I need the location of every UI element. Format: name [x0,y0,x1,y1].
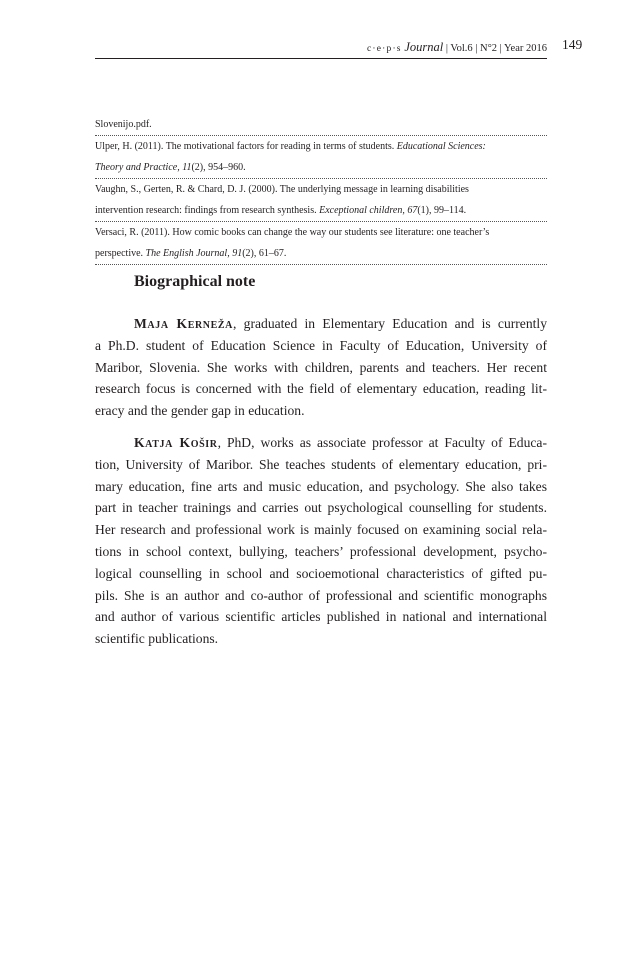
reference-line [95,226,547,243]
bio-paragraph-kosir [95,432,547,650]
reference-line [95,140,547,157]
reference-italic-text: Theory and Practice, 11 [95,162,192,173]
paragraph-line: tions in school context, bullying, teachers’ professional development, psycho- [95,543,547,559]
reference-text: Slovenijo.pdf. [95,119,152,130]
running-header [95,38,547,59]
author-name: Maja Kerneža [134,316,233,331]
paragraph-line: tion, University of Maribor. She teaches students of elementary education, pri- [95,456,547,472]
reference-text: Versaci, R. (2011). How comic books can change the way our students see literature: one teacher’s [95,227,490,238]
paragraph-line: logical counselling in school and socioemotional characteristics of gifted pu- [95,565,547,581]
author-name: Katja Košir [134,435,218,450]
paragraph-line: Katja Košir, PhD, works as associate professor at Faculty of Educa- [134,435,547,450]
paragraph-line: scientific publications. [95,631,219,647]
bio-paragraph-kerneza [95,313,547,422]
paragraph-line: research focus is concerned with the field of elementary education, reading lit- [95,381,547,397]
paragraph-line: Maribor, Slovenia. She works with children, parents and teachers. Her recent [95,359,547,375]
reference-text: (1), 99–114. [417,205,467,216]
paragraph-line: part in teacher trainings and carries out psychological counselling for students. [95,500,547,516]
reference-line [95,118,547,136]
paragraph-line: eracy and the gender gap in education. [95,403,305,419]
paragraph-line: Her research and professional work is mainly focused on examining social rela- [95,522,547,538]
reference-line [95,161,547,179]
journal-issue-info: | Vol.6 | N°2 | Year 2016 [443,43,547,54]
journal-logo-text: c·e·p·s [366,44,402,54]
reference-line [95,183,547,200]
reference-line [95,204,547,222]
page-number: 149 [562,37,583,52]
reference-italic-text: Exceptional children, 67 [319,205,418,216]
reference-text: Vaughn, S., Gerten, R. & Chard, D. J. (2000). The underlying message in learning disabilities [95,184,469,195]
reference-list [95,118,547,269]
reference-italic-text: The English Journal, 91 [145,248,243,259]
journal-header [367,40,547,55]
paragraph-line: and author of various scientific articles published in national and international [95,609,547,625]
reference-text: (2), 61–67. [242,248,287,259]
reference-italic-text: Educational Sciences: [396,141,486,152]
reference-text: Ulper, H. (2011). The motivational factors for reading in terms of students. [95,141,397,152]
reference-text: perspective. [95,248,146,259]
section-heading: Biographical note [134,273,256,290]
reference-line [95,247,547,265]
paragraph-line: a Ph.D. student of Education Science in Faculty of Education, University of [95,337,547,353]
paragraph-line: pils. She is an author and co-author of professional and scientific monographs [95,587,547,603]
reference-text: (2), 954–960. [191,162,246,173]
reference-text: intervention research: findings from research synthesis. [95,205,320,216]
paragraph-line: Maja Kerneža, graduated in Elementary Education and is currently [134,316,547,331]
journal-name: Journal [404,40,444,54]
paragraph-line: mary education, fine arts and music education, and psychology. She also takes [95,478,547,494]
